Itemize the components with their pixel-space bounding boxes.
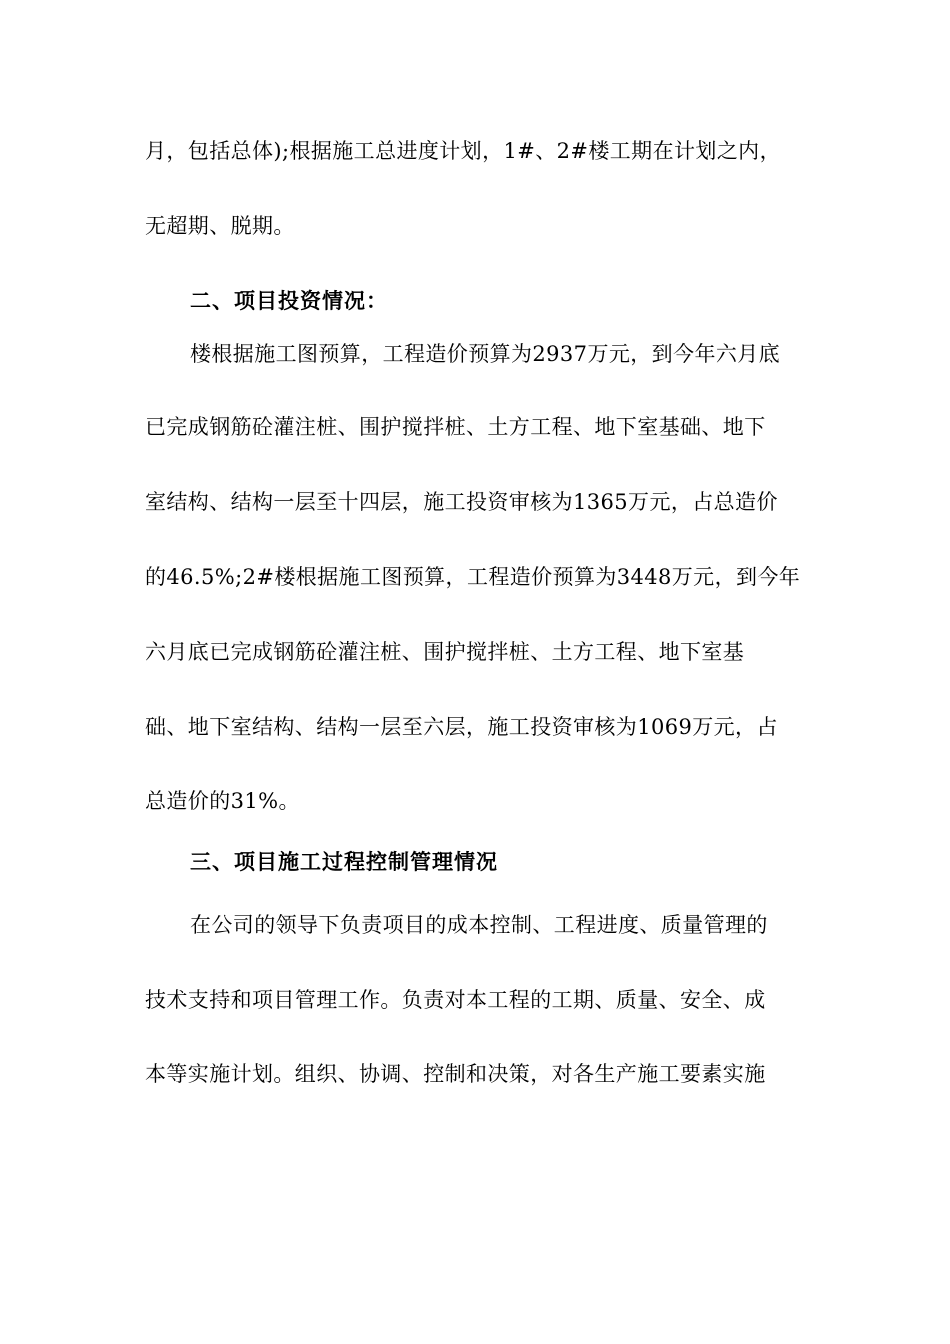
text-line: 本等实施计划。组织、协调、控制和决策，对各生产施工要素实施 — [145, 1062, 766, 1086]
text-line: 六月底已完成钢筋砼灌注桩、围护搅拌桩、土方工程、地下室基 — [145, 640, 745, 664]
text-line: 技术支持和项目管理工作。负责对本工程的工期、质量、安全、成 — [145, 988, 766, 1012]
text-line: 室结构、结构一层至十四层，施工投资审核为1365万元，占总造价 — [145, 490, 778, 514]
section-heading-investment: 二、项目投资情况： — [190, 288, 388, 313]
section-heading-construction-control: 三、项目施工过程控制管理情况 — [190, 849, 498, 874]
text-line: 的46.5%;2#楼根据施工图预算，工程造价预算为3448万元，到今年 — [145, 565, 801, 589]
text-line: 总造价的31%。 — [145, 789, 300, 813]
text-line: 月，包括总体);根据施工总进度计划，1#、2#楼工期在计划之内， — [145, 139, 781, 163]
text-line: 在公司的领导下负责项目的成本控制、工程进度、质量管理的 — [190, 913, 768, 937]
text-line: 已完成钢筋砼灌注桩、围护搅拌桩、土方工程、地下室基础、地下 — [145, 415, 766, 439]
text-line: 无超期、脱期。 — [145, 214, 295, 238]
text-line: 楼根据施工图预算，工程造价预算为2937万元，到今年六月底 — [190, 342, 781, 366]
text-line: 础、地下室结构、结构一层至六层，施工投资审核为1069万元，占 — [145, 715, 778, 739]
